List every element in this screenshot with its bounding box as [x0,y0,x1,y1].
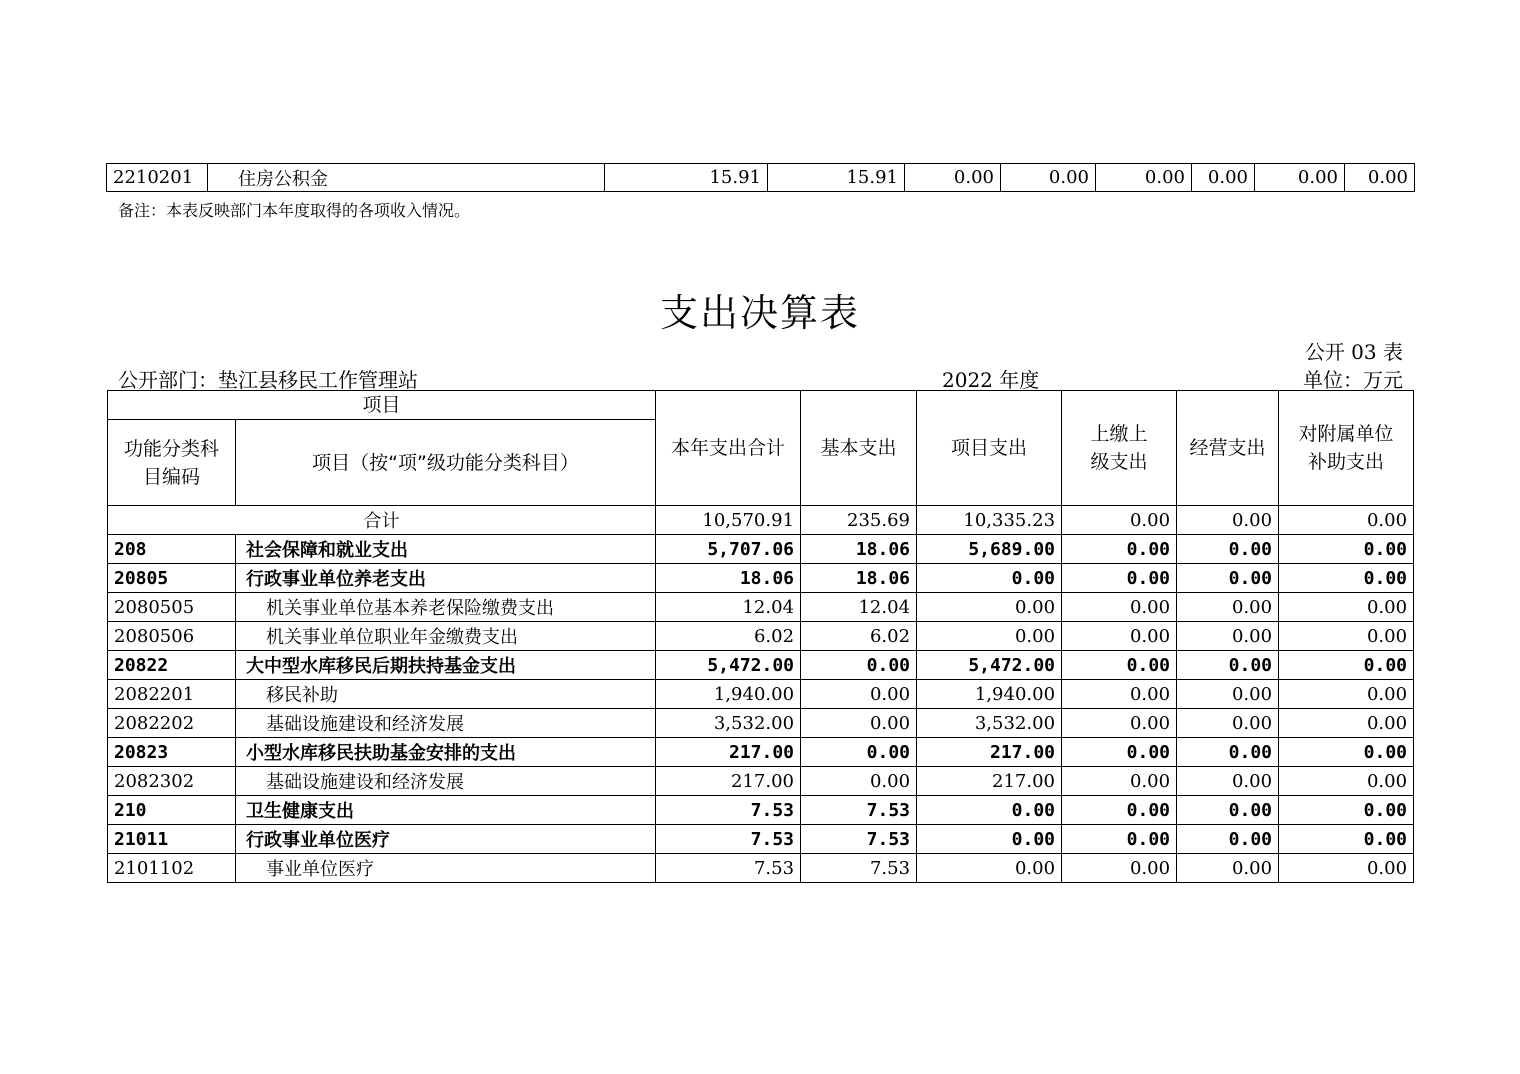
cell-value: 0.00 [1062,854,1177,883]
row-name: 移民补助 [236,680,656,709]
cell-value: 7.53 [801,854,917,883]
cell-value: 0.00 [917,825,1062,854]
cell-value: 0.00 [1001,164,1096,192]
cell-value: 15.91 [605,164,768,192]
cell-value: 0.00 [1279,564,1414,593]
cell-value: 0.00 [1062,825,1177,854]
table-row [108,825,1414,854]
cell-value: 217.00 [656,767,801,796]
cell-value: 0.00 [1062,535,1177,564]
cell-value: 0.00 [801,709,917,738]
cell-value: 0.00 [1177,825,1279,854]
row-code: 2082302 [108,767,236,796]
header-item: 项目 [108,391,656,420]
cell-value: 217.00 [917,738,1062,767]
header-business: 经营支出 [1177,391,1279,506]
cell-value: 0.00 [1279,796,1414,825]
table-row [108,535,1414,564]
cell-value: 0.00 [917,854,1062,883]
cell-value: 0.00 [1177,738,1279,767]
cell-value: 0.00 [1062,709,1177,738]
row-code: 208 [108,535,236,564]
row-name: 行政事业单位医疗 [236,825,656,854]
cell-value: 7.53 [656,854,801,883]
cell-value: 0.00 [1062,651,1177,680]
cell-value: 0.00 [917,796,1062,825]
row-name: 社会保障和就业支出 [236,535,656,564]
cell-value: 0.00 [1177,651,1279,680]
cell-value: 0.00 [1279,767,1414,796]
cell-value: 0.00 [1062,622,1177,651]
row-code: 2082201 [108,680,236,709]
cell-value: 0.00 [917,622,1062,651]
cell-value: 0.00 [1279,651,1414,680]
cell-value: 5,689.00 [917,535,1062,564]
row-code: 2080505 [108,593,236,622]
row-name: 基础设施建设和经济发展 [236,767,656,796]
row-name: 基础设施建设和经济发展 [236,709,656,738]
header-row [108,391,1414,420]
fiscal-year: 2022 年度 [942,368,1040,392]
department-label: 公开部门：垫江县移民工作管理站 [118,368,418,392]
cell-value: 0.00 [1279,738,1414,767]
form-number: 公开 03 表 [1304,340,1403,364]
row-name: 小型水库移民扶助基金安排的支出 [236,738,656,767]
cell-value: 10,335.23 [917,506,1062,535]
header-code: 功能分类科目编码 [108,420,236,506]
cell-value: 12.04 [801,593,917,622]
cell-value: 0.00 [905,164,1001,192]
row-code: 2210201 [107,164,208,192]
total-row [108,506,1414,535]
cell-value: 0.00 [1062,767,1177,796]
header-basic: 基本支出 [801,391,917,506]
cell-value: 0.00 [1096,164,1192,192]
cell-value: 0.00 [1177,535,1279,564]
cell-value: 0.00 [1062,506,1177,535]
cell-value: 0.00 [801,680,917,709]
cell-value: 12.04 [656,593,801,622]
cell-value: 0.00 [1279,506,1414,535]
header-subsidy: 对附属单位补助支出 [1279,391,1414,506]
table-row [108,622,1414,651]
table-row [108,738,1414,767]
row-code: 21011 [108,825,236,854]
cell-value: 1,940.00 [917,680,1062,709]
cell-value: 0.00 [1255,164,1345,192]
table-row [107,164,1415,192]
total-label: 合计 [108,506,656,535]
row-name: 住房公积金 [208,164,605,192]
cell-value: 0.00 [1062,738,1177,767]
cell-value: 10,570.91 [656,506,801,535]
cell-value: 0.00 [1279,825,1414,854]
row-name: 行政事业单位养老支出 [236,564,656,593]
cell-value: 0.00 [801,651,917,680]
cell-value: 0.00 [1279,593,1414,622]
cell-value: 6.02 [656,622,801,651]
table-row [108,709,1414,738]
cell-value: 0.00 [1279,854,1414,883]
cell-value: 3,532.00 [917,709,1062,738]
cell-value: 7.53 [801,825,917,854]
row-code: 210 [108,796,236,825]
header-total: 本年支出合计 [656,391,801,506]
cell-value: 0.00 [801,738,917,767]
table-row [108,680,1414,709]
unit-label: 单位：万元 [1303,368,1403,392]
cell-value: 0.00 [1345,164,1415,192]
table-row [108,854,1414,883]
row-name: 机关事业单位基本养老保险缴费支出 [236,593,656,622]
cell-value: 15.91 [768,164,905,192]
cell-value: 18.06 [801,564,917,593]
cell-value: 0.00 [801,767,917,796]
cell-value: 18.06 [801,535,917,564]
row-name: 大中型水库移民后期扶持基金支出 [236,651,656,680]
table-row [108,564,1414,593]
row-code: 2080506 [108,622,236,651]
row-code: 20823 [108,738,236,767]
header-superior: 上缴上级支出 [1062,391,1177,506]
cell-value: 18.06 [656,564,801,593]
cell-value: 0.00 [1279,709,1414,738]
cell-value: 0.00 [1062,564,1177,593]
cell-value: 5,707.06 [656,535,801,564]
cell-value: 7.53 [656,825,801,854]
cell-value: 0.00 [1177,622,1279,651]
cell-value: 0.00 [1279,622,1414,651]
row-code: 20822 [108,651,236,680]
cell-value: 0.00 [1177,796,1279,825]
cell-value: 3,532.00 [656,709,801,738]
cell-value: 0.00 [1177,767,1279,796]
cell-value: 6.02 [801,622,917,651]
cell-value: 0.00 [1192,164,1255,192]
table-row [108,593,1414,622]
cell-value: 235.69 [801,506,917,535]
header-name: 项目（按“项”级功能分类科目） [236,420,656,506]
table-row [108,767,1414,796]
cell-value: 0.00 [917,564,1062,593]
row-code: 2101102 [108,854,236,883]
cell-value: 7.53 [656,796,801,825]
cell-value: 7.53 [801,796,917,825]
row-name: 事业单位医疗 [236,854,656,883]
cell-value: 5,472.00 [917,651,1062,680]
previous-table-fragment [106,163,1415,192]
cell-value: 0.00 [1062,796,1177,825]
cell-value: 0.00 [1279,535,1414,564]
expenditure-table [107,390,1414,883]
cell-value: 0.00 [1177,680,1279,709]
table-note: 备注：本表反映部门本年度取得的各项收入情况。 [118,201,471,220]
cell-value: 5,472.00 [656,651,801,680]
cell-value: 217.00 [917,767,1062,796]
page-title: 支出决算表 [659,291,860,335]
cell-value: 0.00 [1062,593,1177,622]
cell-value: 1,940.00 [656,680,801,709]
cell-value: 0.00 [1177,506,1279,535]
table-row [108,651,1414,680]
table-row [108,796,1414,825]
row-name: 卫生健康支出 [236,796,656,825]
cell-value: 217.00 [656,738,801,767]
cell-value: 0.00 [1062,680,1177,709]
cell-value: 0.00 [1177,593,1279,622]
cell-value: 0.00 [1177,854,1279,883]
cell-value: 0.00 [1177,709,1279,738]
header-project: 项目支出 [917,391,1062,506]
row-name: 机关事业单位职业年金缴费支出 [236,622,656,651]
row-code: 2082202 [108,709,236,738]
cell-value: 0.00 [917,593,1062,622]
cell-value: 0.00 [1279,680,1414,709]
cell-value: 0.00 [1177,564,1279,593]
row-code: 20805 [108,564,236,593]
